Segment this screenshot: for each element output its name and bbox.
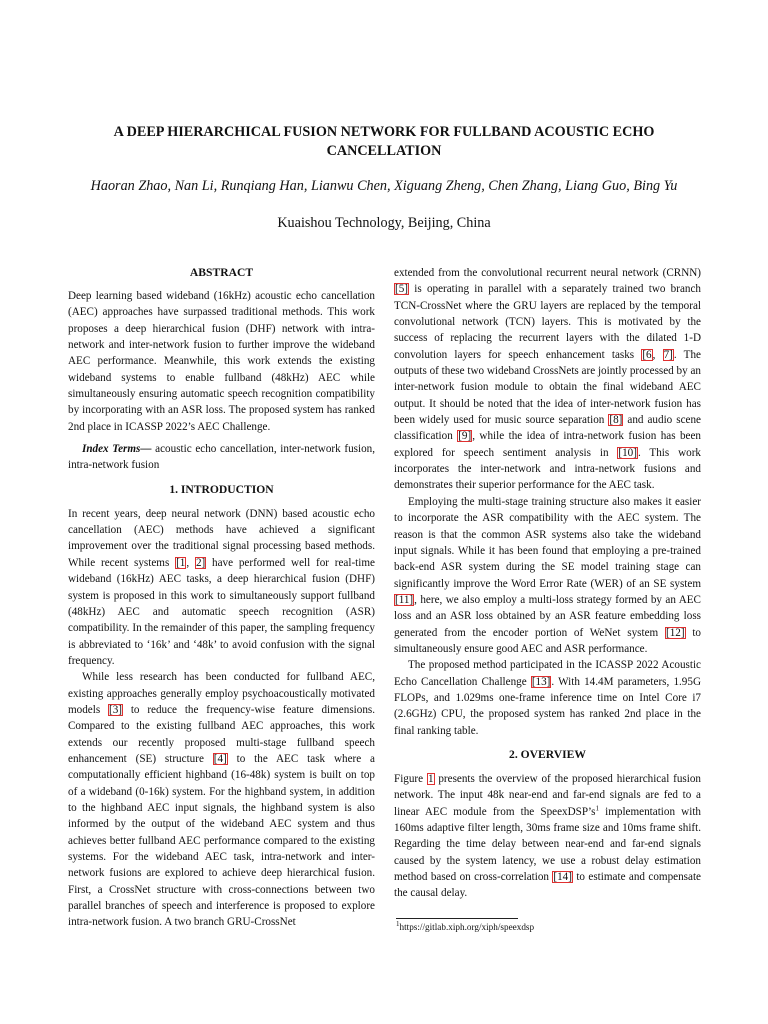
text-run: Figure [394, 772, 427, 785]
abstract-text: Deep learning based wideband (16kHz) acoustic echo cancellation (AEC) approaches have surpassed traditional methods. This work proposes a deep hierarchical fusion (DHF) network with intra-network and inter-network fusion to further improve the wideband AEC performance. Meanwhile, this work extends the existing wideband systems to enable fullband (48kHz) AEC while simultaneously ensuring automatic speech recognition compatibility by incorporating with an ASR loss. The proposed system has ranked 2nd place in ICASSP 2022’s AEC Challenge. [68, 290, 375, 433]
text-run: . With 14.4M parameters, 1.95G FLOPs, and 1.029ms one-frame inference time on Intel Core i7 (2.6GHz) CPU, the proposed system has ranked 2nd place in the final ranking table. [394, 675, 701, 737]
citation-link[interactable]: [14] [553, 871, 572, 884]
citation-link[interactable]: 7] [663, 348, 673, 361]
intro-paragraph-3 [394, 265, 701, 494]
right-column [394, 265, 701, 902]
text-run: , while the idea of intra-network fusion has been explored for speech sentiment analysis in [394, 430, 701, 459]
overview-heading: 2. OVERVIEW [509, 747, 586, 761]
text-run: While less research has been conducted for fullband AEC, existing approaches generally employ psychoacoustically motivated models [68, 671, 375, 716]
intro-heading: 1. INTRODUCTION [169, 482, 274, 496]
citation-link[interactable]: [5] [395, 283, 408, 296]
text-run: to estimate and compensate the causal delay. [394, 871, 701, 900]
text-run: is operating in parallel with a separately trained two branch TCN-CrossNet where the GRU layers are replaced by the temporal convolutional network (TCN) layers. This is motivated by the success of replacing the recurrent layers with the dilated 1-D convolution layers for speech enhancement tasks [394, 283, 701, 361]
intro-paragraph-2 [68, 669, 375, 931]
text-run: and audio scene classification [394, 414, 701, 443]
index-terms [68, 441, 375, 474]
overview-paragraph-1 [394, 771, 701, 902]
citation-link[interactable]: [11] [395, 593, 414, 606]
citation-link[interactable]: [1 [176, 556, 186, 569]
citation-link[interactable]: [12] [665, 626, 685, 639]
footnote-mark: 1 [396, 919, 400, 928]
footnote-divider [396, 918, 518, 919]
index-terms-text: acoustic echo cancellation, inter-network fusion, intra-network fusion [68, 443, 376, 472]
index-terms-label: Index Terms— [82, 443, 152, 456]
text-run: to the AEC task where a computationally efficient highband (16-48k) system is built on top of a wideband (0-16k) system. For the highband system, in addition to the highband AEC input signals, the highband system is also informed by the output of the wideband AEC system and thus achieves better fullband AEC performance compared to the existing systems. For the wideband AEC task, intra-network and inter-network fusions are explored to achieve deep hierarchical fusion. First, a CrossNet structure with cross-connections between two parallel branches of speech and interference is proposed to explore intra-network fusion. A two branch GRU-CrossNet [68, 752, 375, 929]
text-run: In recent years, deep neural network (DNN) based acoustic echo cancellation (AEC) methods have achieved a significant improvement over the traditional signal processing based methods. While recent systems [68, 507, 375, 569]
text-run: presents the overview of the proposed hierarchical fusion network. The input 48k near-end and far-end signals are fed to a linear AEC module from the SpeexDSP’s [394, 772, 701, 818]
text-run: to reduce the frequency-wise feature dimensions. Compared to the existing fullband AEC approaches, this work extends our recently proposed multi-stage fullband speech enhancement (SE) structure [68, 703, 376, 765]
figure-link[interactable]: 1 [427, 772, 434, 785]
abstract-heading: ABSTRACT [189, 266, 254, 279]
text-run: . This work incorporates the inter-network and intra-network fusions and demonstrates their superior performance for the AEC task. [394, 446, 701, 492]
citation-link[interactable]: 2] [195, 556, 206, 569]
text-run: , [652, 348, 663, 361]
footnote-url[interactable]: https://gitlab.xiph.org/xiph/speexdsp [399, 922, 535, 932]
citation-link[interactable]: [13] [531, 675, 551, 688]
author-list: Haoran Zhao, Nan Li, Runqiang Han, Lianwu Chen, Xiguang Zheng, Chen Zhang, Liang Guo, Bing Yu [90, 178, 678, 194]
text-run: to simultaneously ensure good AEC and ASR performance. [394, 626, 701, 655]
title-line-1: A DEEP HIERARCHICAL FUSION NETWORK FOR FULLBAND ACOUSTIC ECHO [113, 124, 655, 140]
text-run: , here, we also employ a multi-loss strategy formed by an AEC loss and an ASR loss obtained by an ASR feature embedding loss generated from the encoder portion of WeNet system [394, 593, 701, 639]
paper-title [60, 123, 708, 160]
intro-paragraph-1 [68, 506, 375, 669]
citation-link[interactable]: [10] [618, 446, 637, 459]
text-run: have performed well for real-time wideband (16kHz) AEC tasks, a deep hierarchical fusion (DHF) system is proposed in this work to simultaneously support fullband (48kHz) AEC and automatic speech recognition (ASR) compatibility. In the remainder of this paper, the sampling frequency is abbreviated to ‘16k’ and ‘48k’ to avoid confusion with the signal frequency. [68, 556, 375, 667]
footnote [396, 921, 716, 933]
text-run: implementation with 160ms adaptive filter length, 30ms frame size and 10ms frame shift. Regarding the time delay between near-end and far-end signals caused by the system latency, we use a robust delay estimation method based on cross-correlation [394, 805, 701, 884]
citation-link[interactable]: [4] [213, 752, 227, 765]
left-column [68, 265, 375, 931]
citation-link[interactable]: [8] [609, 414, 623, 427]
title-line-2: CANCELLATION [326, 142, 442, 159]
intro-paragraph-5 [394, 657, 701, 739]
text-run: The proposed method participated in the ICASSP 2022 Acoustic Echo Cancellation Challenge [394, 659, 701, 688]
affiliation: Kuaishou Technology, Beijing, China [277, 215, 491, 231]
text-run: , [186, 556, 195, 569]
footnote-marker: 1 [595, 803, 599, 812]
citation-link[interactable]: [3] [109, 703, 123, 716]
text-run: . The outputs of these two wideband CrossNets are jointly processed by an inter-network fusion module to obtain the final wideband AEC output. It should be noted that the idea of inter-network fusion has been widely used for music source separation [394, 348, 701, 427]
text-run: Employing the multi-stage training structure also makes it easier to incorporate the ASR compatibility with the AEC system. The reason is that the common ASR systems also take the wideband input signals. While it has been found that employing a pre-trained back-end ASR system during the SE model training stage can significantly improve the Word Error Rate (WER) of an SE system [394, 495, 701, 590]
citation-link[interactable]: [9] [458, 430, 472, 443]
text-run: extended from the convolutional recurrent neural network (CRNN) [394, 267, 701, 279]
citation-link[interactable]: [6 [642, 348, 652, 361]
intro-paragraph-4 [394, 494, 701, 657]
